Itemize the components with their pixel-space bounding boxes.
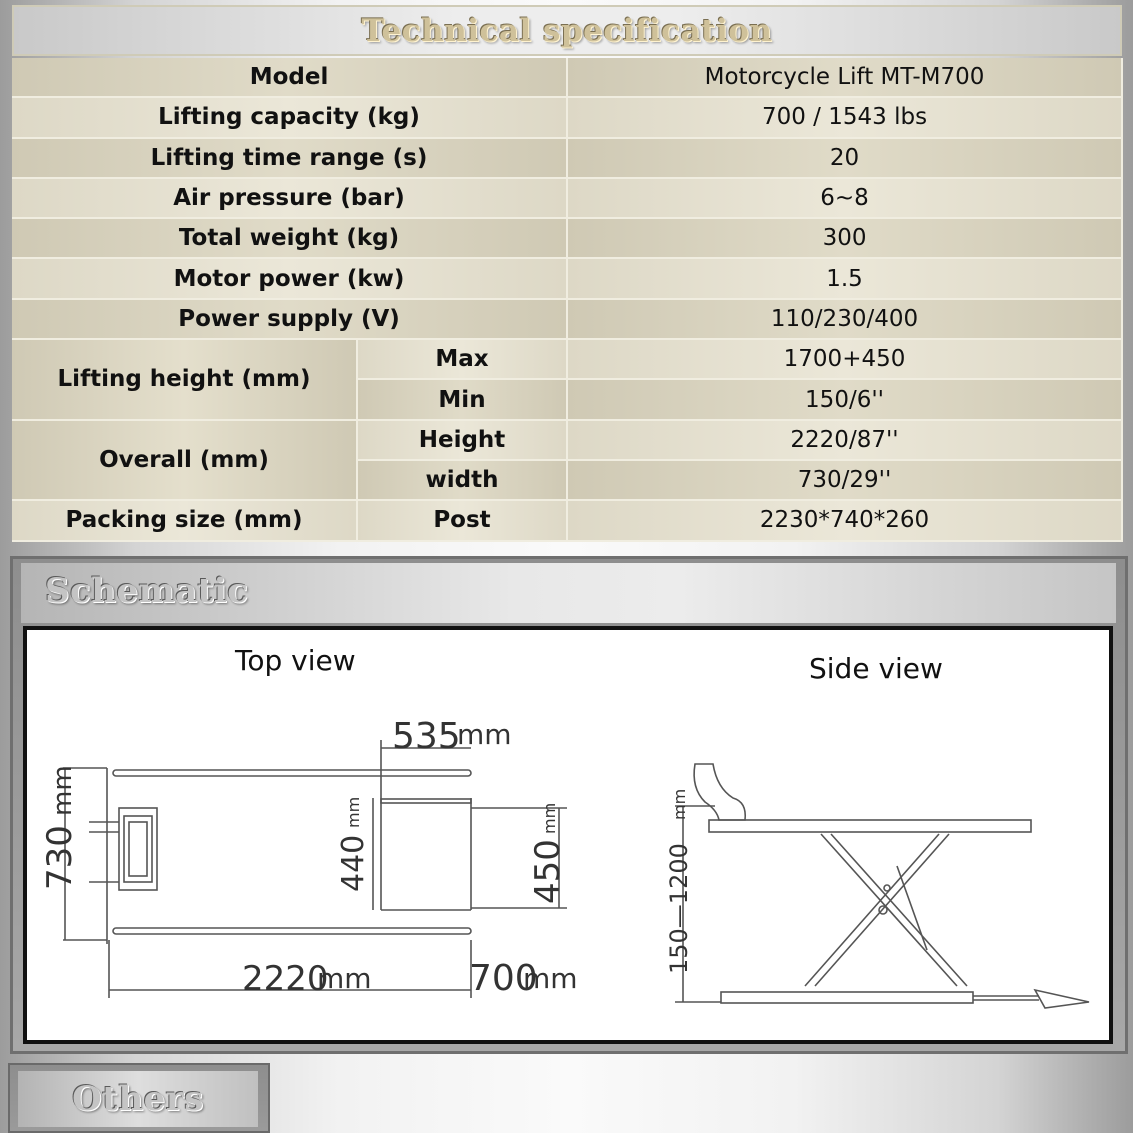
spec-value: 110/230/400 bbox=[567, 299, 1122, 339]
spec-sublabel: Height bbox=[357, 420, 567, 460]
dim-700-unit: mm bbox=[523, 962, 578, 995]
spec-sublabel: Min bbox=[357, 379, 567, 419]
dim-730: 730 bbox=[40, 825, 80, 890]
others-panel bbox=[8, 1063, 270, 1133]
side-view-drawing bbox=[675, 764, 1089, 1008]
table-row bbox=[12, 218, 1122, 258]
table-row bbox=[12, 420, 1122, 460]
others-title: Others bbox=[72, 1079, 204, 1119]
spec-label: Power supply (V) bbox=[12, 299, 567, 339]
table-row bbox=[12, 258, 1122, 298]
top-view-label: Top view bbox=[235, 644, 356, 677]
table-row bbox=[12, 299, 1122, 339]
spec-value: Motorcycle Lift MT-M700 bbox=[567, 58, 1122, 97]
side-view-label: Side view bbox=[809, 652, 943, 685]
schematic-drawing bbox=[23, 626, 1113, 1044]
spec-label: Lifting capacity (kg) bbox=[12, 97, 567, 137]
schematic-title: Schematic bbox=[45, 571, 249, 611]
spec-value: 300 bbox=[567, 218, 1122, 258]
dim-2220: 2220 bbox=[242, 959, 329, 999]
spec-sublabel: width bbox=[357, 460, 567, 500]
dim-2220-unit: mm bbox=[317, 962, 372, 995]
spec-header bbox=[12, 5, 1122, 56]
spec-title: Technical specification bbox=[361, 12, 773, 49]
spec-value: 6~8 bbox=[567, 178, 1122, 218]
spec-value: 1700+450 bbox=[567, 339, 1122, 379]
packing-label: Packing size (mm) bbox=[12, 500, 357, 540]
spec-value: 2230*740*260 bbox=[567, 500, 1122, 540]
dim-440: 440 bbox=[336, 834, 371, 892]
lift-drawing-svg bbox=[27, 630, 1109, 1040]
table-row bbox=[12, 178, 1122, 218]
spec-table bbox=[12, 58, 1123, 542]
dim-730-unit: mm bbox=[48, 765, 78, 816]
dim-535: 535 bbox=[392, 716, 461, 757]
table-row bbox=[12, 58, 1122, 97]
spec-sublabel: Post bbox=[357, 500, 567, 540]
schematic-title-bar bbox=[21, 563, 1116, 623]
spec-value: 1.5 bbox=[567, 258, 1122, 298]
table-row bbox=[12, 97, 1122, 137]
schematic-panel bbox=[10, 556, 1128, 1054]
dim-440-unit: mm bbox=[344, 796, 363, 828]
others-title-bar bbox=[18, 1071, 258, 1127]
spec-label: Air pressure (bar) bbox=[12, 178, 567, 218]
spec-sublabel: Max bbox=[357, 339, 567, 379]
spec-value: 20 bbox=[567, 138, 1122, 178]
dim-700: 700 bbox=[469, 958, 538, 999]
spec-label: Motor power (kw) bbox=[12, 258, 567, 298]
table-row bbox=[12, 339, 1122, 379]
lifting-height-label: Lifting height (mm) bbox=[12, 339, 357, 420]
spec-value: 2220/87'' bbox=[567, 420, 1122, 460]
spec-value: 730/29'' bbox=[567, 460, 1122, 500]
table-row bbox=[12, 138, 1122, 178]
dim-450-unit: mm bbox=[540, 802, 559, 834]
dim-height-unit: mm bbox=[670, 788, 689, 820]
dim-450: 450 bbox=[528, 839, 568, 904]
spec-value: 150/6'' bbox=[567, 379, 1122, 419]
table-row bbox=[12, 500, 1122, 540]
spec-label: Lifting time range (s) bbox=[12, 138, 567, 178]
spec-value: 700 / 1543 lbs bbox=[567, 97, 1122, 137]
dim-535-unit: mm bbox=[457, 718, 512, 751]
spec-label: Model bbox=[12, 58, 567, 97]
dim-height-range: 150—1200 bbox=[665, 843, 693, 974]
overall-label: Overall (mm) bbox=[12, 420, 357, 501]
spec-label: Total weight (kg) bbox=[12, 218, 567, 258]
